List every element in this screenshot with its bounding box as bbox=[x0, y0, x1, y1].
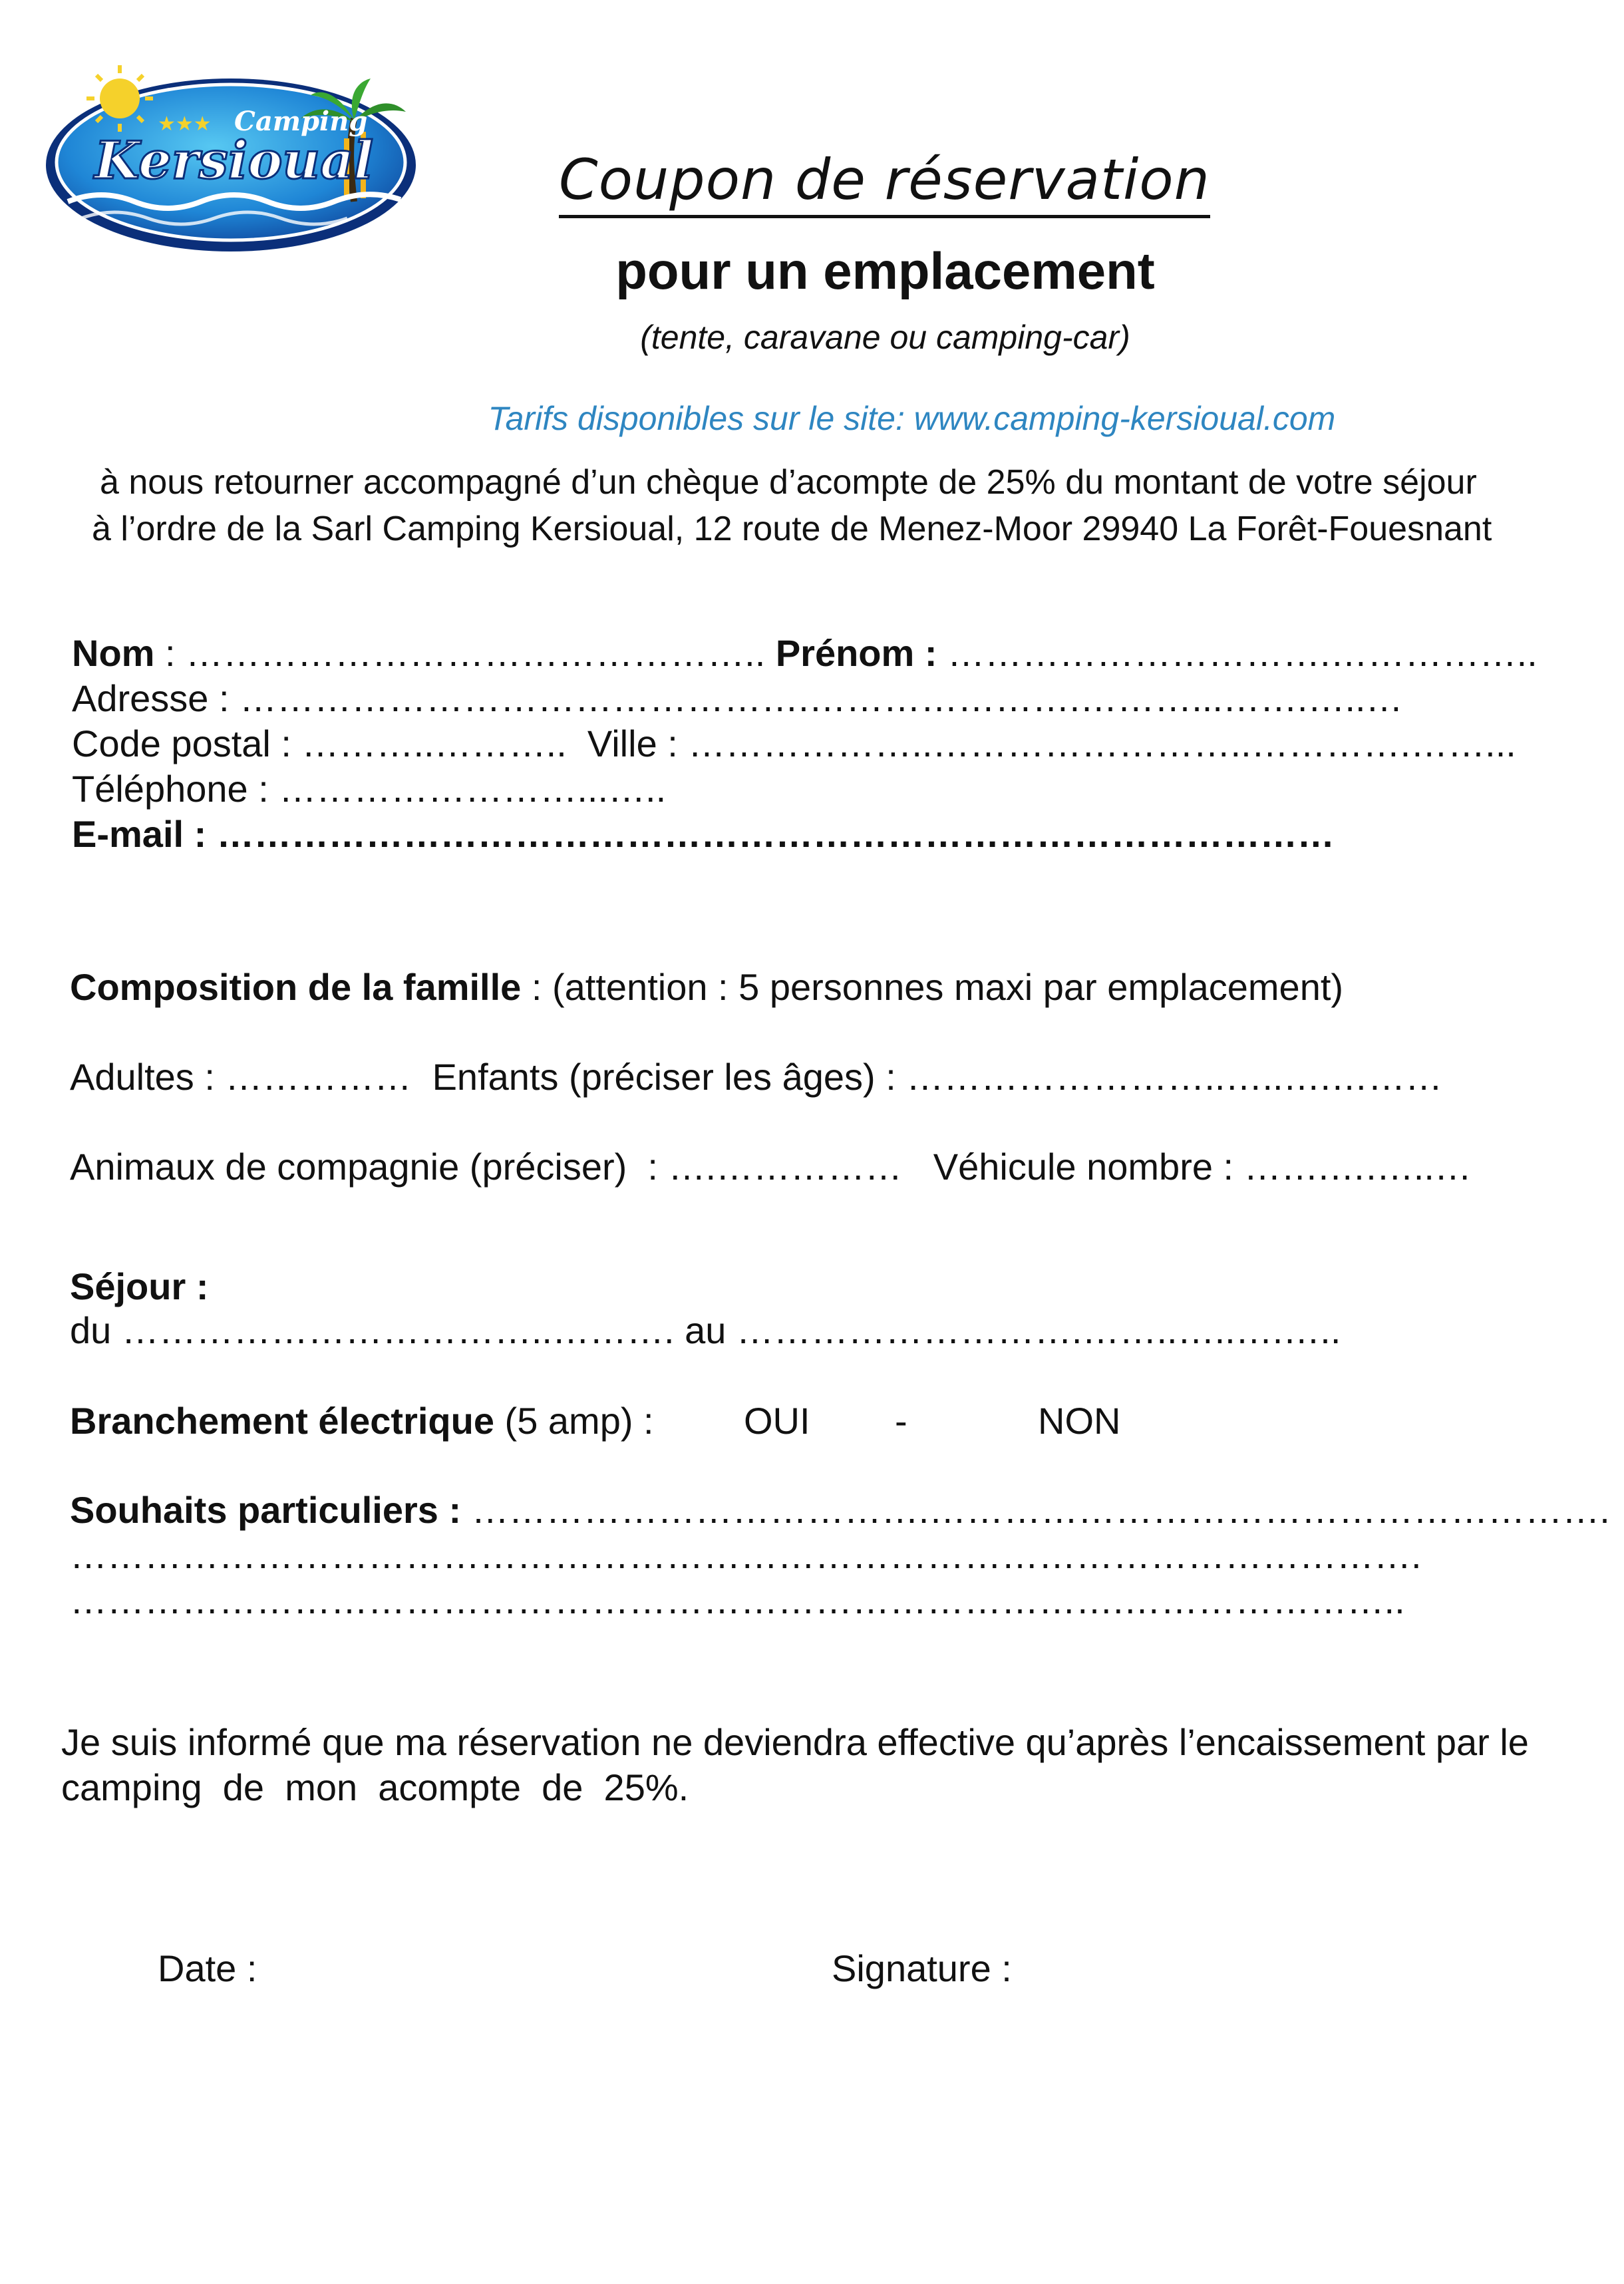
intro-line-2: à l’ordre de la Sarl Camping Kersioual, 12 route de Menez-Moor 29940 La Forêt-Fouesnant bbox=[92, 510, 1492, 548]
famille-note: : (attention : 5 personnes maxi par emplacement) bbox=[521, 966, 1344, 1008]
prenom-field[interactable]: ………………………….…………….. bbox=[937, 632, 1538, 674]
famille-row bbox=[70, 965, 1343, 1010]
nom-label: Nom bbox=[72, 632, 155, 674]
emplacement-types: (tente, caravane ou camping-car) bbox=[640, 319, 1130, 356]
souhaits-field-2[interactable]: ………………………………………………………………………………………………. bbox=[70, 1534, 1422, 1576]
animaux-vehicule-field[interactable]: Animaux de compagnie (préciser) : ….…………… Véhicule nombre : …….….…..… bbox=[70, 1146, 1472, 1188]
option-separator: - bbox=[895, 1400, 907, 1442]
sejour-label: Séjour : bbox=[70, 1265, 209, 1307]
email-field[interactable]: ……………………………………………………………………………… bbox=[206, 813, 1335, 855]
tarifs-link-text: Tarifs disponibles sur le site: www.camping-kersioual.com bbox=[488, 400, 1336, 437]
nom-prenom-row bbox=[72, 631, 1538, 676]
logo-script: Camping bbox=[234, 106, 368, 137]
branchement-amp: (5 amp) : bbox=[494, 1400, 654, 1442]
sejour-dates-field[interactable]: du ……………………………..………. au ……………………….……..…..….….. bbox=[70, 1309, 1341, 1351]
logo-stars: ★★★ bbox=[158, 112, 212, 136]
souhaits-field-1[interactable]: ……………………………….………………………………………………. bbox=[461, 1489, 1610, 1531]
camping-kersioual-logo bbox=[41, 59, 420, 258]
branchement-label: Branchement électrique bbox=[70, 1400, 494, 1442]
signature-label: Signature : bbox=[832, 1947, 1012, 1989]
nom-field[interactable]: : ……………………………………….. bbox=[154, 632, 776, 674]
code-postal-field[interactable]: Code postal : ………..……….. bbox=[72, 723, 577, 764]
telephone-field[interactable]: Téléphone : ……………………...….. bbox=[72, 768, 667, 810]
cp-ville-row bbox=[72, 721, 1516, 766]
option-oui[interactable]: OUI bbox=[744, 1400, 810, 1442]
branchement-row bbox=[70, 1398, 654, 1444]
email-row bbox=[72, 812, 1335, 857]
prenom-label: Prénom : bbox=[775, 632, 937, 674]
souhaits-label: Souhaits particuliers : bbox=[70, 1489, 462, 1531]
option-non[interactable]: NON bbox=[1038, 1400, 1121, 1442]
souhaits-field-3[interactable]: ………………………………………………………………………….………………….. bbox=[70, 1579, 1405, 1621]
info-line-1: Je suis informé que ma réservation ne deviendra effective qu’après l’encaissement par le bbox=[61, 1721, 1529, 1763]
ville-field[interactable]: Ville : ………………..……………………..………….……... bbox=[577, 723, 1516, 764]
date-label: Date : bbox=[158, 1947, 257, 1989]
info-line-2: camping de mon acompte de 25%. bbox=[61, 1766, 689, 1808]
page-subtitle: pour un emplacement bbox=[615, 242, 1155, 300]
famille-label: Composition de la famille bbox=[70, 966, 522, 1008]
adresse-field[interactable]: Adresse : ……………………………………….………………….………...…….…..… bbox=[72, 677, 1403, 719]
email-label: E-mail : bbox=[72, 813, 207, 855]
adultes-enfants-field[interactable]: Adultes : …………… Enfants (préciser les âges) : ……………………..…..….……… bbox=[70, 1056, 1443, 1098]
logo-name: Kersioual bbox=[94, 130, 374, 191]
intro-line-1: à nous retourner accompagné d’un chèque d’acompte de 25% du montant de votre séjour bbox=[100, 463, 1477, 502]
page-title: Coupon de réservation bbox=[559, 148, 1210, 218]
souhaits-row bbox=[70, 1488, 1610, 1533]
